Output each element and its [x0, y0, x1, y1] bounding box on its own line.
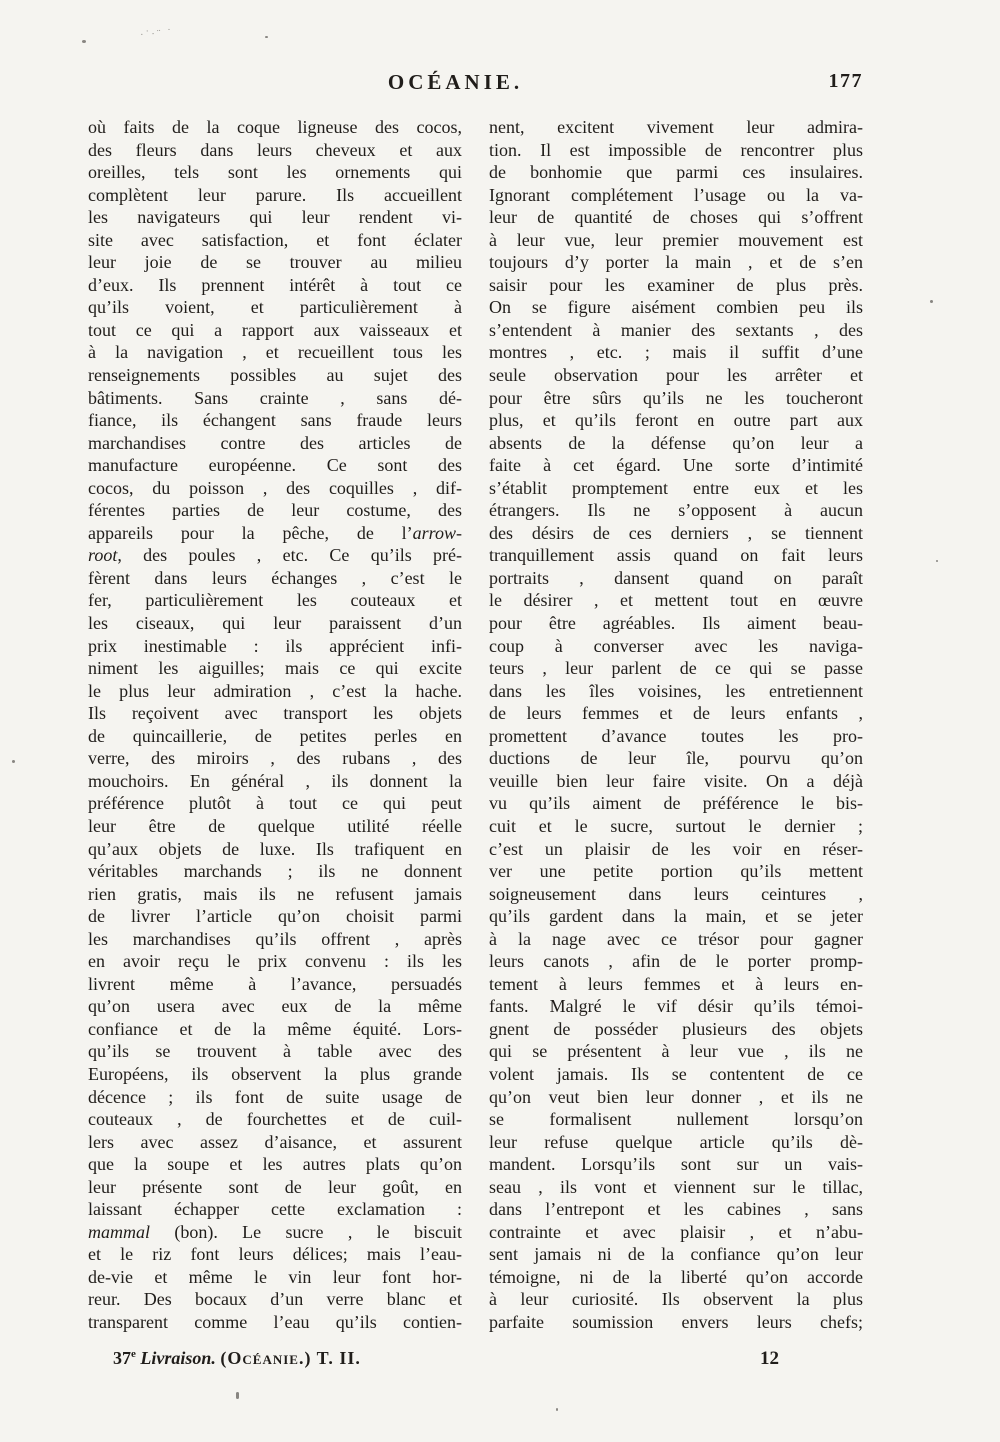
- text-line: le désirer , et mettent tout en œuvre: [489, 590, 863, 611]
- text-line: leur de quantité de choses qui s’offrent: [489, 207, 863, 228]
- text-line: les ciseaux, qui leur paraissent d’un: [88, 613, 462, 634]
- text-line: plus, et qu’ils feront en outre part aux: [489, 410, 863, 431]
- text-line: fiance, ils échangent sans fraude leurs: [88, 410, 462, 431]
- text-line: nent, excitent vivement leur admira-: [489, 117, 863, 137]
- scan-speck: [82, 40, 86, 43]
- text-line: qu’aux objets de luxe. Ils trafiquent en: [88, 838, 462, 859]
- text-line: se formalisent nullement lorsqu’on: [489, 1109, 863, 1130]
- text-line: dans l’entrepont et les cabines , sans: [489, 1199, 863, 1220]
- text-line: leur présente sont de leur goût, en: [88, 1176, 462, 1197]
- text-line: de quincaillerie, de petites perles en: [88, 725, 462, 746]
- text-line: où faits de la coque ligneuse des cocos,: [88, 117, 462, 137]
- text-line: pour être agréables. Ils aiment beau-: [489, 613, 863, 634]
- text-line: qui se présentent à leur vue , ils ne: [489, 1041, 863, 1062]
- text-line: veuille bien leur faire visite. On a déjà: [489, 770, 863, 791]
- left-column: [88, 116, 462, 1334]
- text-line: de leurs femmes et de leurs enfants ,: [489, 703, 863, 724]
- text-line: des désirs de ces derniers , se tiennent: [489, 522, 863, 543]
- text-line: mammal (bon). Le sucre , le biscuit: [88, 1221, 462, 1242]
- text-line: sent jamais ni de la confiance qu’on leur: [489, 1244, 863, 1265]
- text-line: les marchandises qu’ils offrent , après: [88, 928, 462, 949]
- page-footer: [88, 1348, 863, 1376]
- text-line: appareils pour la pêche, de l’arrow-: [88, 522, 462, 543]
- text-line: témoigne, ni de la liberté qu’on accorde: [489, 1266, 863, 1287]
- text-line: leur être de quelque utilité réelle: [88, 815, 462, 836]
- text-line: rien gratis, mais ils ne refusent jamais: [88, 883, 462, 904]
- text-line: ductions de leur île, pourvu qu’on: [489, 748, 863, 769]
- text-line: à la nage avec ce trésor pour gagner: [489, 928, 863, 949]
- text-line: fants. Malgré le vif désir qu’ils témoi-: [489, 996, 863, 1017]
- text-line: décence ; ils font de suite usage de: [88, 1086, 462, 1107]
- scan-speck: [12, 760, 15, 763]
- text-line: à la navigation , et recueillent tous les: [88, 342, 462, 363]
- signature-line: [113, 1348, 361, 1369]
- edition-superscript: e: [131, 1348, 136, 1360]
- text-line: ver une petite portion qu’ils mettent: [489, 861, 863, 882]
- text-line: des fleurs dans leurs cheveux et aux: [88, 139, 462, 160]
- text-line: couteaux , de fourchettes et de cuil-: [88, 1109, 462, 1130]
- text-line: que la soupe et les autres plats qu’on: [88, 1154, 462, 1175]
- text-line: lers avec assez d’aisance, et assurent: [88, 1131, 462, 1152]
- text-line: site avec satisfaction, et font éclater: [88, 229, 462, 250]
- text-line: coup à converser avec les naviga-: [489, 635, 863, 656]
- text-line: Ignorant complétement l’usage ou la va-: [489, 184, 863, 205]
- text-line: férentes parties de leur costume, des: [88, 500, 462, 521]
- scan-speck: [930, 300, 933, 303]
- text-line: les navigateurs qui leur rendent vi-: [88, 207, 462, 228]
- text-line: complètent leur parure. Ils accueillent: [88, 184, 462, 205]
- text-line: volent jamais. Ils se contentent de ce: [489, 1063, 863, 1084]
- text-columns: [88, 116, 863, 1334]
- text-line: de bonhomie que parmi ces insulaires.: [489, 162, 863, 183]
- text-line: tement à leurs femmes et à leurs en-: [489, 973, 863, 994]
- series-label: (Océanie.): [220, 1348, 312, 1368]
- text-line: le plus leur admiration , c’est la hache.: [88, 680, 462, 701]
- text-line: On se figure aisément combien peu ils: [489, 297, 863, 318]
- text-line: manufacture européenne. Ce sont des: [88, 455, 462, 476]
- text-line: fer, particulièrement les couteaux et: [88, 590, 462, 611]
- text-line: tion. Il est impossible de rencontrer plus: [489, 139, 863, 160]
- text-line: qu’ils se trouvent à table avec des: [88, 1041, 462, 1062]
- page-header: [88, 70, 863, 100]
- text-line: cocos, du poisson , des coquilles , dif-: [88, 477, 462, 498]
- text-line: en avoir reçu le prix convenu : ils les: [88, 951, 462, 972]
- text-line: tranquillement assis quand on fait leurs: [489, 545, 863, 566]
- text-line: qu’on veut bien leur donner , et ils ne: [489, 1086, 863, 1107]
- text-line: qu’on usera avec eux de la même: [88, 996, 462, 1017]
- text-line: leur joie de se trouver au milieu: [88, 252, 462, 273]
- running-title: OCÉANIE.: [387, 70, 524, 94]
- edition-number: 37: [113, 1348, 131, 1368]
- scan-speck: [265, 36, 268, 38]
- text-line: promettent d’avance toutes les pro-: [489, 725, 863, 746]
- text-line: faite à cet égard. Une sorte d’intimité: [489, 455, 863, 476]
- text-line: verre, des miroirs , des rubans , des: [88, 748, 462, 769]
- text-line: confiance et de la même équité. Lors-: [88, 1018, 462, 1039]
- text-line: seule observation pour les arrêter et: [489, 365, 863, 386]
- scan-smudge: ·˙·¨ ˙: [139, 26, 174, 42]
- text-line: d’eux. Ils prennent intérêt à tout ce: [88, 274, 462, 295]
- text-line: à leur vue, leur premier mouvement est: [489, 229, 863, 250]
- text-line: saisir pour les examiner de plus près.: [489, 274, 863, 295]
- text-line: absents de la défense qu’on leur a: [489, 432, 863, 453]
- right-column: [489, 116, 863, 1334]
- scan-speck: [556, 1408, 558, 1411]
- text-line: niment les aiguilles; mais ce qui excite: [88, 658, 462, 679]
- text-line: seau , ils vont et viennent sur le tillac,: [489, 1176, 863, 1197]
- text-line: vu qu’ils aiment de préférence le bis-: [489, 793, 863, 814]
- text-line: s’établit promptement entre eux et les: [489, 477, 863, 498]
- text-line: gnent de posséder plusieurs des objets: [489, 1018, 863, 1039]
- text-line: livrent même à l’avance, persuadés: [88, 973, 462, 994]
- text-line: pour être sûrs qu’ils ne les toucheront: [489, 387, 863, 408]
- text-line: Européens, ils observent la plus grande: [88, 1063, 462, 1084]
- text-line: de livrer l’article qu’on choisit parmi: [88, 906, 462, 927]
- text-line: à leur curiosité. Ils observent la plus: [489, 1289, 863, 1310]
- livraison-label: Livraison.: [135, 1348, 221, 1368]
- text-line: de-vie et même le vin leur font hor-: [88, 1266, 462, 1287]
- text-line: renseignements possibles au sujet des: [88, 365, 462, 386]
- text-line: étrangers. Ils ne s’opposent à aucun: [489, 500, 863, 521]
- text-line: et le riz font leurs délices; mais l’eau-: [88, 1244, 462, 1265]
- text-line: leurs canots , afin de le porter promp-: [489, 951, 863, 972]
- text-line: mouchoirs. En général , ils donnent la: [88, 770, 462, 791]
- text-line: tout ce qui a rapport aux vaisseaux et: [88, 319, 462, 340]
- text-line: root, des poules , etc. Ce qu’ils pré-: [88, 545, 462, 566]
- text-line: soigneusement dans leurs ceintures ,: [489, 883, 863, 904]
- text-line: fèrent dans leurs échanges , c’est le: [88, 567, 462, 588]
- sheet-number: 12: [760, 1348, 779, 1369]
- text-line: prix inestimable : ils apprécient infi-: [88, 635, 462, 656]
- text-line: mandent. Lorsqu’ils sont sur un vais-: [489, 1154, 863, 1175]
- text-line: qu’ils voient, et particulièrement à: [88, 297, 462, 318]
- text-line: reur. Des bocaux d’un verre blanc et: [88, 1289, 462, 1310]
- text-line: véritables marchands ; ils ne donnent: [88, 861, 462, 882]
- text-line: teurs , leur parlent de ce qui se passe: [489, 658, 863, 679]
- text-line: c’est un plaisir de les voir en réser-: [489, 838, 863, 859]
- text-line: portraits , dansent quand on paraît: [489, 567, 863, 588]
- scan-speck: [236, 1392, 239, 1399]
- text-line: cuit et le sucre, surtout le dernier ;: [489, 815, 863, 836]
- text-line: Ils reçoivent avec transport les objets: [88, 703, 462, 724]
- text-line: montres , etc. ; mais il suffit d’une: [489, 342, 863, 363]
- text-line: transparent comme l’eau qu’ils contien-: [88, 1311, 462, 1332]
- text-line: laissant échapper cette exclamation :: [88, 1199, 462, 1220]
- text-line: bâtiments. Sans crainte , sans dé-: [88, 387, 462, 408]
- text-line: préférence plutôt à tout ce qui peut: [88, 793, 462, 814]
- scan-speck: [936, 560, 938, 562]
- text-line: oreilles, tels sont les ornements qui: [88, 162, 462, 183]
- text-line: parfaite soumission envers leurs chefs;: [489, 1311, 863, 1332]
- text-line: s’entendent à manier des sextants , des: [489, 319, 863, 340]
- text-line: contrainte et avec plaisir , et n’abu-: [489, 1221, 863, 1242]
- text-line: dans les îles voisines, les entretiennent: [489, 680, 863, 701]
- text-line: leur refuse quelque article qu’ils dè-: [489, 1131, 863, 1152]
- text-line: qu’ils gardent dans la main, et se jeter: [489, 906, 863, 927]
- text-line: marchandises contre des articles de: [88, 432, 462, 453]
- text-line: toujours d’y porter la main , et de s’en: [489, 252, 863, 273]
- page-number: 177: [828, 70, 863, 92]
- tome-label: T. II.: [311, 1348, 361, 1368]
